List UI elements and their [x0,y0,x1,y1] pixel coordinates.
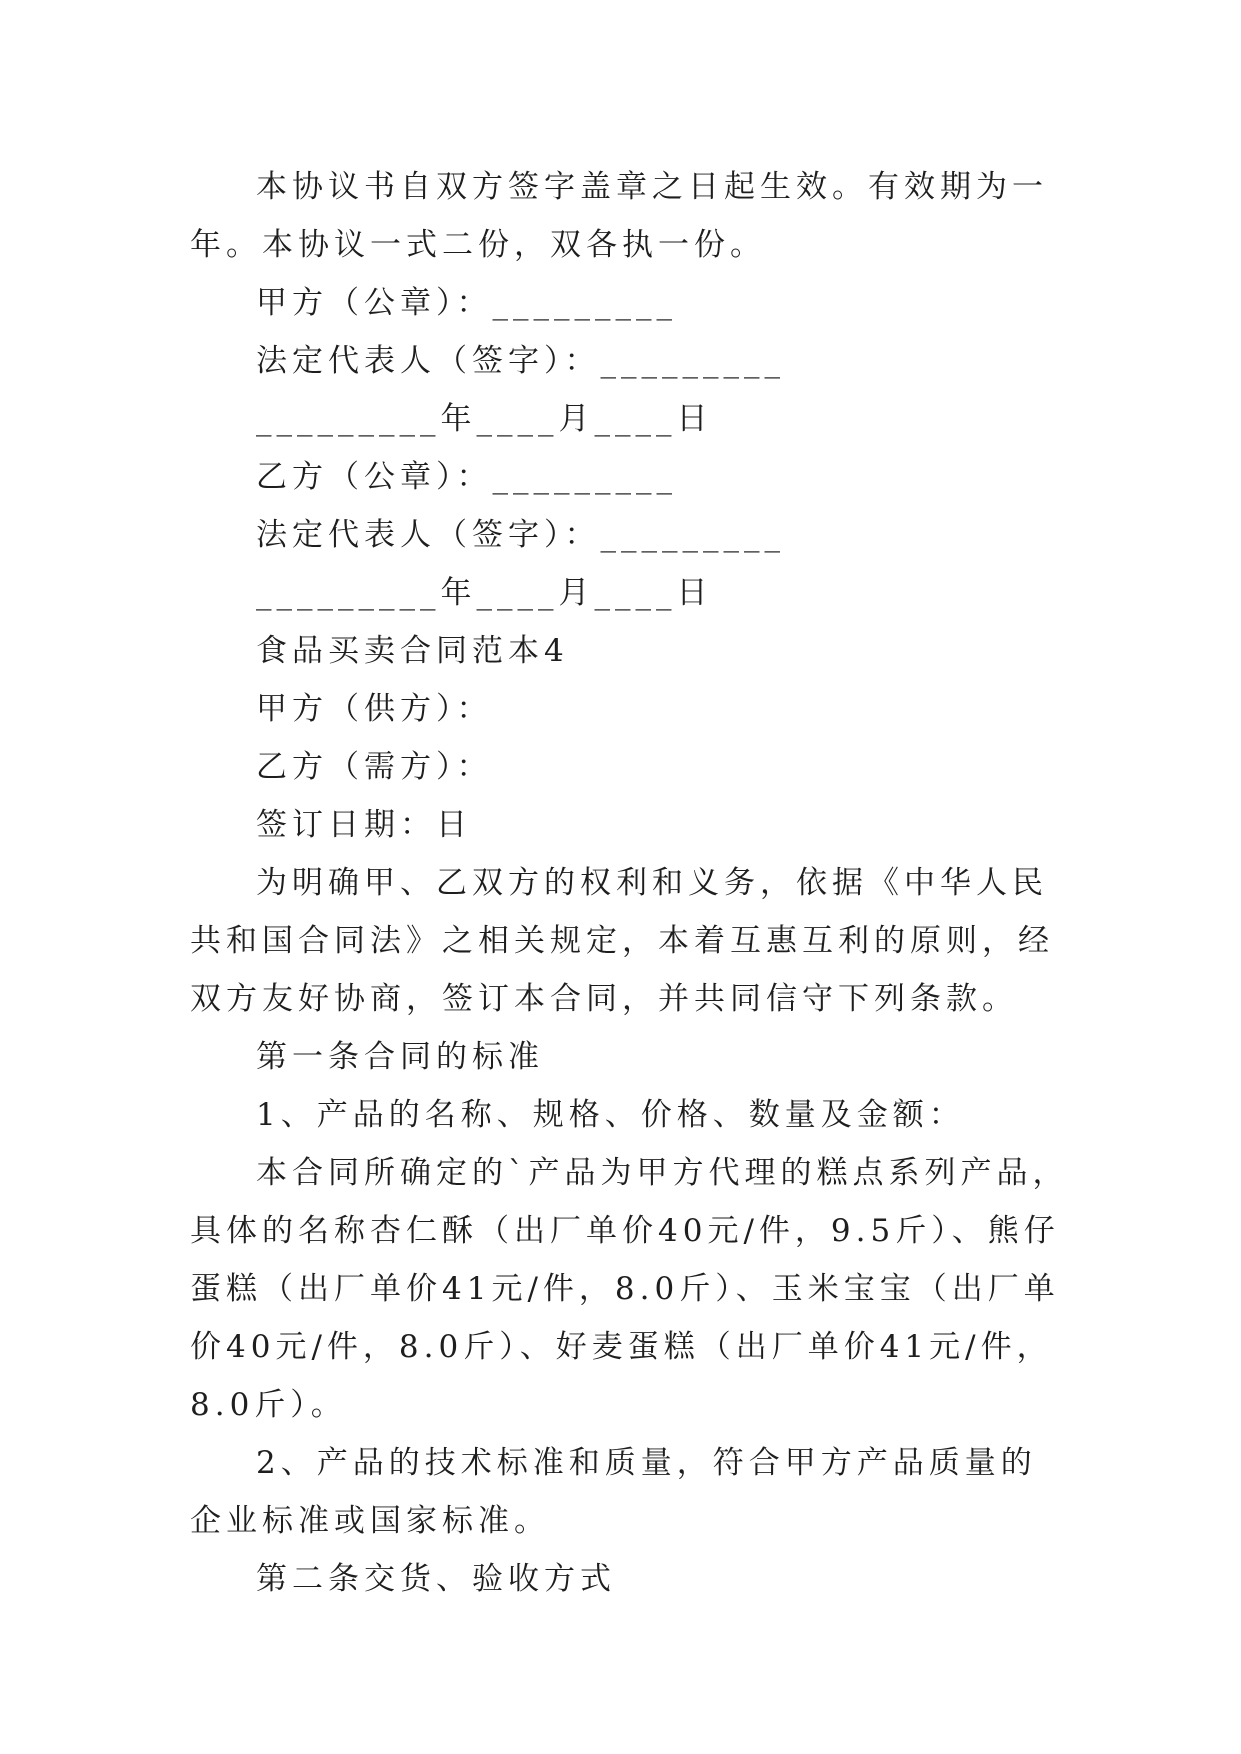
party-a-supplier: 甲方（供方）： [256,691,493,727]
contract-title: 食品买卖合同范本4 [256,633,569,669]
signing-date: 签订日期：日 [256,807,472,843]
paragraph-preamble: 为明确甲、乙双方的权利和义务，依据《中华人民共和国合同法》之相关规定，本着互惠互利的原则，经双方友好协商，签订本合同，并共同信守下列条款。 [190,865,1054,1017]
document-body [190,158,1070,1608]
article-1-heading: 第一条合同的标准 [256,1039,544,1075]
party-a-seal-line: 甲方（公章）：_________ [256,285,677,321]
party-b-date-line: _________年____月____日 [256,575,713,611]
article-2-heading: 第二条交货、验收方式 [256,1561,616,1597]
paragraph-quality-standard: 2、产品的技术标准和质量，符合甲方产品质量的企业标准或国家标准。 [190,1445,1037,1539]
party-b-buyer: 乙方（需方）： [256,749,493,785]
party-a-date-line: _________年____月____日 [256,401,713,437]
party-b-seal-line: 乙方（公章）：_________ [256,459,677,495]
paragraph-effective-term: 本协议书自双方签字盖章之日起生效。有效期为一年。本协议一式二份，双各执一份。 [190,169,1048,263]
paragraph-product-details: 本合同所确定的`产品为甲方代理的糕点系列产品，具体的名称杏仁酥（出厂单价40元/件，9.5斤）、熊仔蛋糕（出厂单价41元/件，8.0斤）、玉米宝宝（出厂单价40元/件，8.0斤）、好麦蛋糕（出厂单价41元/件，8.0斤）。 [190,1155,1069,1423]
party-a-representative-line: 法定代表人（签字）：_________ [256,343,785,379]
item-1-heading: 1、产品的名称、规格、价格、数量及金额： [256,1097,965,1133]
party-b-representative-line: 法定代表人（签字）：_________ [256,517,785,553]
